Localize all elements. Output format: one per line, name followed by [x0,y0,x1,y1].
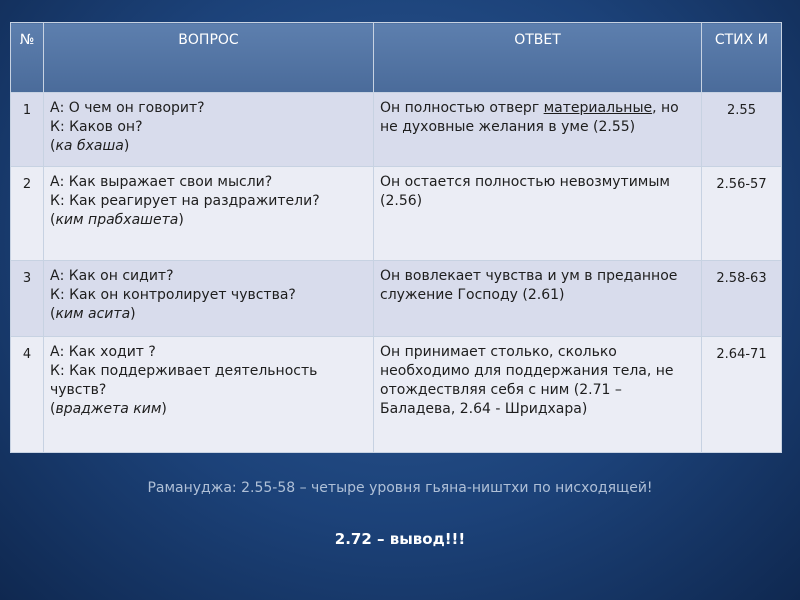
verses-table [10,22,782,453]
row-num: 1 [11,93,44,167]
question-line-k: К: Как он контролирует чувства? [50,287,296,303]
header-verses: СТИХ И [702,23,782,93]
table-row [11,337,782,453]
header-num: № [11,23,44,93]
row-question [44,261,374,337]
question-sanskrit [50,400,367,419]
row-question [44,167,374,261]
table-row [11,93,782,167]
question-line-a: А: Как выражает свои мысли? [50,174,273,190]
conclusion-text: 2.72 – вывод!!! [334,530,466,548]
question-sanskrit [50,211,367,230]
row-question [44,337,374,453]
row-answer: Он остается полностью невозмутимым (2.56) [374,167,702,261]
question-line-k: К: Как поддерживает деятельность чувств? [50,363,318,398]
question-sanskrit [50,305,367,324]
question-line-a: А: Как он сидит? [50,268,174,284]
sanskrit-term: ким прабхашета [55,212,179,228]
footnote-text: Рамануджа: 2.55-58 – четыре уровня гьяна-ништхи по нисходящей! [147,480,653,496]
paren-close: ) [130,306,136,322]
question-sanskrit [50,137,367,156]
answer-pre: Он полностью отверг [380,100,544,116]
paren-close: ) [161,401,167,417]
row-verse: 2.58-63 [702,261,782,337]
row-question [44,93,374,167]
question-line-k: К: Каков он? [50,119,143,135]
sanskrit-term: враджета ким [55,401,162,417]
table-row [11,261,782,337]
paren-open: ( [50,138,56,154]
row-answer: Он вовлекает чувства и ум в преданное служение Господу (2.61) [374,261,702,337]
sanskrit-term: ка бхаша [55,138,124,154]
paren-close: ) [178,212,184,228]
row-verse: 2.55 [702,93,782,167]
row-num: 2 [11,167,44,261]
question-line-a: А: Как ходит ? [50,344,156,360]
row-verse: 2.64-71 [702,337,782,453]
sanskrit-term: ким асита [55,306,131,322]
answer-underlined: материальные [543,100,653,116]
header-question: ВОПРОС [44,23,374,93]
paren-open: ( [50,212,56,228]
row-num: 4 [11,337,44,453]
paren-open: ( [50,306,56,322]
row-answer [374,93,702,167]
question-line-a: А: О чем он говорит? [50,100,205,116]
paren-open: ( [50,401,56,417]
answer-post: , но не духовные желания в уме (2.55) [380,100,679,135]
table-header-row [11,23,782,93]
header-answer: ОТВЕТ [374,23,702,93]
table-row [11,167,782,261]
row-answer: Он принимает столько, сколько необходимо для поддержания тела, не отождествляя себя с ним (2.71 – Баладева, 2.64 - Шридхара) [374,337,702,453]
question-line-k: К: Как реагирует на раздражители? [50,193,320,209]
row-num: 3 [11,261,44,337]
row-verse: 2.56-57 [702,167,782,261]
paren-close: ) [123,138,130,154]
